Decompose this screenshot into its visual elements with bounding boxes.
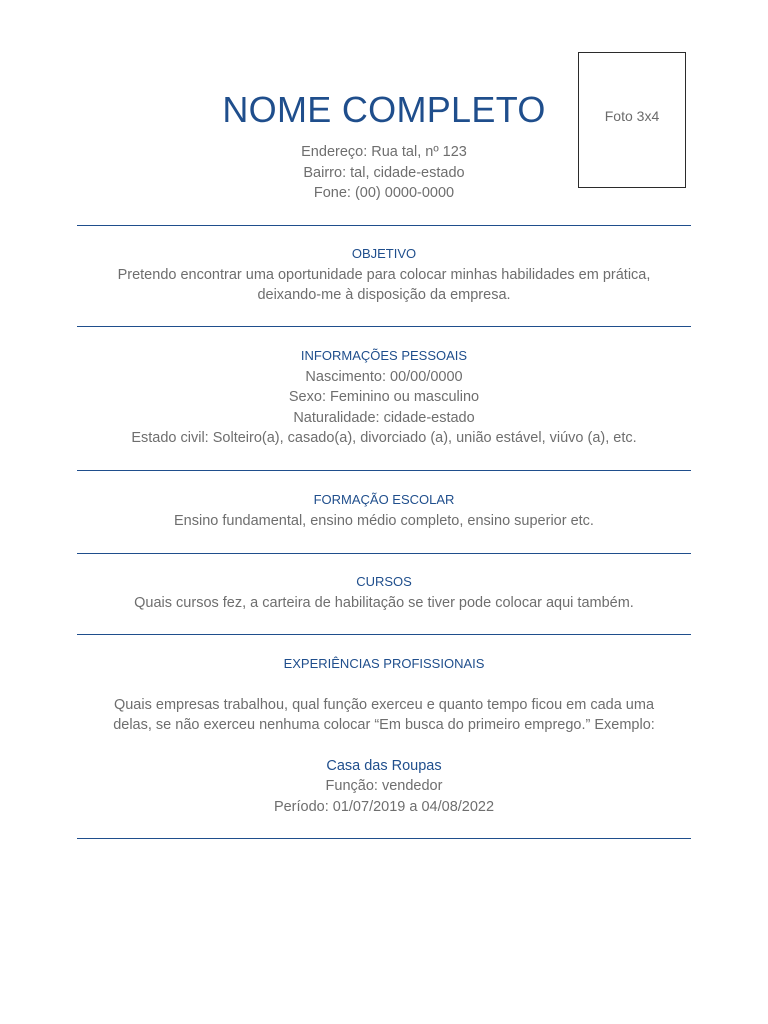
divider: [77, 326, 691, 327]
contact-info: [0, 142, 768, 204]
divider: [77, 553, 691, 554]
objective-section: [77, 244, 691, 306]
birth-date: Nascimento: 00/00/0000: [305, 368, 463, 385]
courses-section: [77, 572, 691, 613]
objective-text-line: deixando-me à disposição da empresa.: [257, 287, 511, 303]
sex: Sexo: Feminino ou masculino: [288, 389, 480, 405]
personal-info-title: INFORMAÇÕES PESSOAIS: [300, 348, 468, 363]
education-text: Ensino fundamental, ensino médio completo, ensino superior etc.: [174, 512, 594, 529]
divider: [77, 634, 691, 635]
experience-text-line: Quais empresas trabalhou, qual função exerceu e quanto tempo ficou em cada uma: [113, 696, 655, 713]
experience-title: EXPERIÊNCIAS PROFISSIONAIS: [283, 656, 485, 671]
job-role: Função: vendedor: [325, 778, 443, 794]
experience-section: [77, 654, 691, 817]
experience-text-line: delas, se não exerceu nenhuma colocar “Em busca do primeiro emprego.” Exemplo:: [113, 717, 655, 733]
divider: [77, 470, 691, 471]
marital-status: Estado civil: Solteiro(a), casado(a), divorciado (a), união estável, viúvo (a), etc.: [131, 430, 637, 446]
company-name: Casa das Roupas: [326, 757, 442, 774]
divider: [77, 838, 691, 839]
address-line: Endereço: Rua tal, nº 123: [301, 144, 467, 160]
courses-title: CURSOS: [356, 574, 412, 589]
personal-info-section: [77, 346, 691, 449]
district-line: Bairro: tal, cidade-estado: [303, 164, 465, 181]
objective-text-line: Pretendo encontrar uma oportunidade para colocar minhas habilidades em prática,: [117, 266, 651, 283]
job-period: Período: 01/07/2019 a 04/08/2022: [273, 798, 495, 815]
resume-header: [0, 88, 768, 204]
photo-label: Foto 3x4: [604, 108, 660, 124]
phone-line: Fone: (00) 0000-0000: [313, 185, 455, 201]
full-name: NOME COMPLETO: [222, 89, 546, 130]
courses-text: Quais cursos fez, a carteira de habilitação se tiver pode colocar aqui também.: [134, 594, 634, 611]
education-section: [77, 490, 691, 531]
divider: [77, 225, 691, 226]
origin: Naturalidade: cidade-estado: [293, 409, 475, 426]
education-title: FORMAÇÃO ESCOLAR: [313, 492, 455, 507]
objective-title: OBJETIVO: [351, 246, 417, 261]
